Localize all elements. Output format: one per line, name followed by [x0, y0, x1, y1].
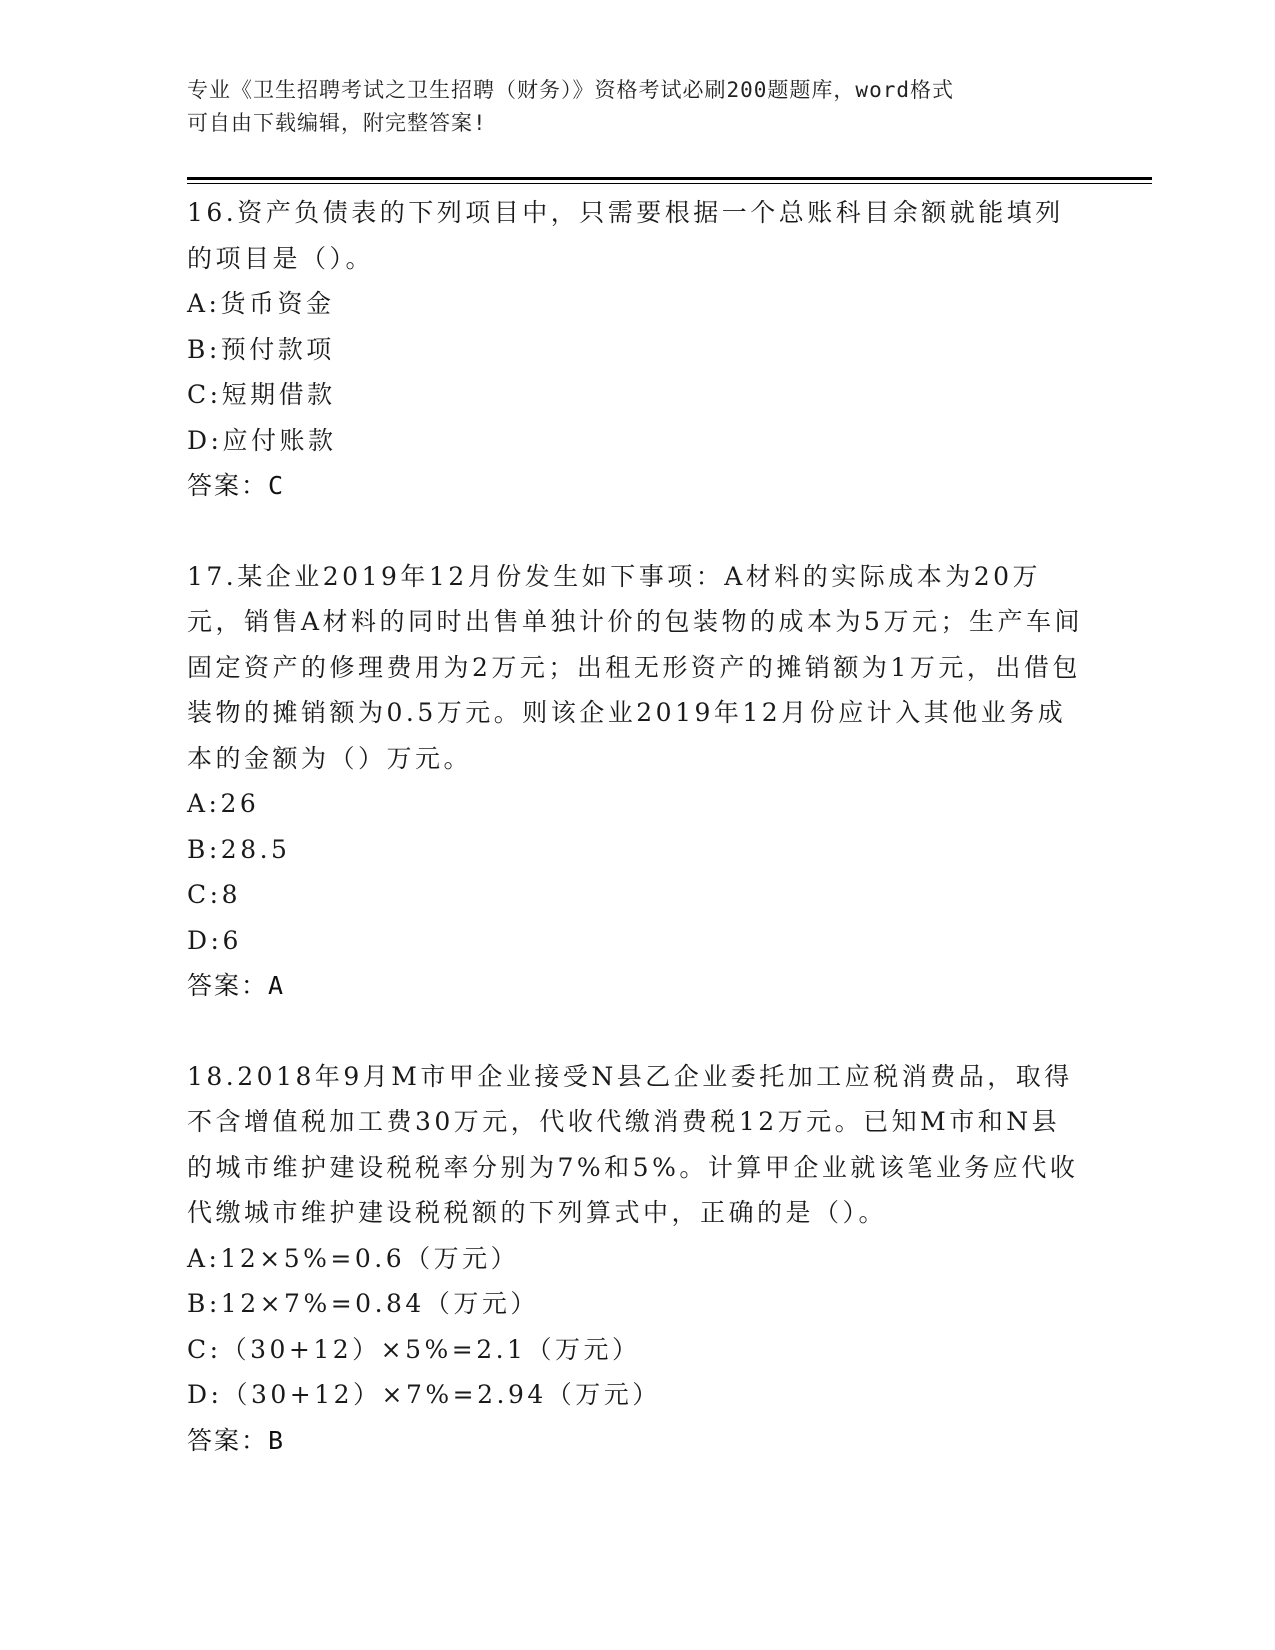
option-d — [187, 418, 1087, 464]
header-divider-thin — [187, 183, 1152, 184]
question-stem: 17.某企业2019年12月份发生如下事项：A材料的实际成本为20万元，销售A材料的同时出售单独计价的包装物的成本为5万元；生产车间固定资产的修理费用为2万元；出租无形资产的摊销额为1万元，出借包装物的摊销额为0.5万元。则该企业2019年12月份应计入其他业务成本的金额为（）万元。 — [187, 561, 1083, 773]
question-spacer — [187, 1009, 1087, 1054]
option-b — [187, 327, 1087, 373]
option-text: 8 — [221, 880, 241, 909]
question-16 — [187, 190, 1087, 509]
question-stem: 16.资产负债表的下列项目中，只需要根据一个总账科目余额就能填列的项目是（）。 — [187, 198, 1064, 273]
header-divider-thick — [187, 177, 1152, 180]
question-18 — [187, 1054, 1087, 1464]
header-line-2: 可自由下载编辑，附完整答案! — [187, 111, 487, 135]
option-text: 12×5%=0.6（万元） — [220, 1243, 520, 1273]
option-letter: B: — [187, 834, 221, 864]
option-letter: C: — [187, 380, 222, 409]
option-letter: D: — [187, 425, 223, 455]
option-c — [187, 872, 1087, 918]
question-list — [187, 190, 1087, 1463]
option-text: （30+12）×5%=2.1（万元） — [221, 1334, 641, 1364]
option-text: 货币资金 — [220, 289, 335, 318]
option-letter: C: — [187, 1334, 222, 1364]
answer-line: 答案：A — [187, 971, 286, 1000]
option-text: 6 — [222, 925, 242, 955]
option-b — [187, 827, 1087, 873]
option-text: 28.5 — [220, 834, 291, 864]
option-letter: B: — [187, 334, 221, 364]
option-letter: C: — [187, 880, 222, 909]
option-d — [187, 918, 1087, 964]
option-letter: A: — [187, 789, 221, 818]
option-a — [187, 781, 1087, 827]
option-c — [187, 372, 1087, 418]
question-17 — [187, 554, 1087, 1009]
answer-line: 答案：C — [187, 471, 286, 500]
option-a — [187, 1236, 1087, 1282]
option-text: 应付账款 — [222, 425, 337, 455]
option-text: 预付款项 — [220, 334, 335, 364]
option-text: （30+12）×7%=2.94（万元） — [222, 1380, 661, 1409]
question-spacer — [187, 509, 1087, 554]
option-letter: A: — [187, 1243, 221, 1273]
option-b — [187, 1281, 1087, 1327]
option-d — [187, 1372, 1087, 1418]
option-text: 短期借款 — [221, 380, 336, 409]
header-line-1: 专业《卫生招聘考试之卫生招聘（财务）》资格考试必刷200题题库，word格式 — [187, 78, 954, 102]
option-letter: B: — [187, 1289, 221, 1318]
option-letter: D: — [187, 925, 223, 955]
option-letter: D: — [187, 1380, 223, 1409]
option-a — [187, 281, 1087, 327]
option-text: 26 — [220, 789, 260, 818]
answer-line: 答案：B — [187, 1425, 286, 1455]
option-text: 12×7%=0.84（万元） — [220, 1289, 539, 1318]
option-letter: A: — [187, 289, 221, 318]
option-c — [187, 1327, 1087, 1373]
question-stem: 18.2018年9月M市甲企业接受N县乙企业委托加工应税消费品，取得不含增值税加工费30万元，代收代缴消费税12万元。已知M市和N县的城市维护建设税税率分别为7%和5%。计算甲企业就该笔业务应代收代缴城市维护建设税税额的下列算式中，正确的是（）。 — [187, 1061, 1079, 1227]
document-header — [187, 74, 1087, 140]
